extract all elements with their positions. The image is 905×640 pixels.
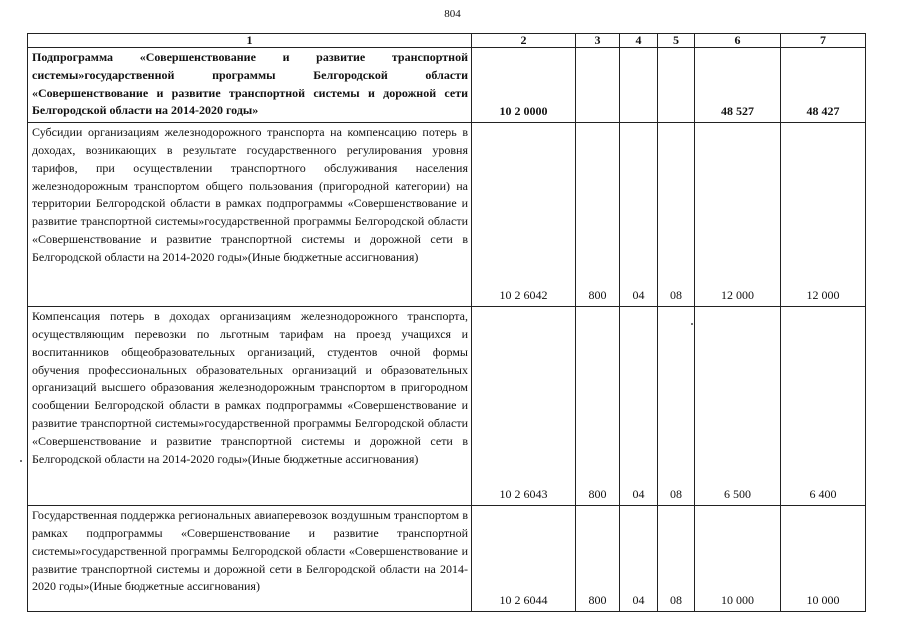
- header-col-6: 6: [695, 34, 781, 48]
- scan-speck: [20, 460, 22, 462]
- budget-table: [27, 33, 866, 612]
- row-col4: 04: [620, 307, 658, 506]
- row-amount-6: 12 000: [695, 123, 781, 307]
- row-col5: 08: [658, 307, 695, 506]
- row-code: 10 2 6044: [472, 506, 576, 612]
- row-description: Государственная поддержка региональных авиаперевозок воздушным транспортом в рамках подпрограммы «Совершенствование и развитие транспортной системы»государственной программы Белгородской области «Совершенствование и развитие транспортной системы и дорожной сети в Белгородской области на 2014-2020 годы»(Иные бюджетные ассигнования): [28, 506, 472, 612]
- table-row: [28, 506, 866, 612]
- row-code: 10 2 0000: [472, 48, 576, 123]
- row-amount-7: 10 000: [781, 506, 866, 612]
- row-col3: 800: [576, 506, 620, 612]
- header-col-2: 2: [472, 34, 576, 48]
- row-amount-6: 6 500: [695, 307, 781, 506]
- row-code: 10 2 6043: [472, 307, 576, 506]
- row-description: Подпрограмма «Совершенствование и развитие транспортной системы»государственной программы Белгородской области «Совершенствование и развитие транспортной системы и дорожной сети Белгородской области на 2014-2020 годы»: [28, 48, 472, 123]
- row-col3: 800: [576, 307, 620, 506]
- table-row: [28, 123, 866, 307]
- scan-speck: [691, 323, 693, 325]
- header-col-1: 1: [28, 34, 472, 48]
- header-col-3: 3: [576, 34, 620, 48]
- row-col5: 08: [658, 123, 695, 307]
- row-amount-6: 48 527: [695, 48, 781, 123]
- table-row: [28, 48, 866, 123]
- row-code: 10 2 6042: [472, 123, 576, 307]
- header-col-4: 4: [620, 34, 658, 48]
- row-amount-6: 10 000: [695, 506, 781, 612]
- row-col4: [620, 48, 658, 123]
- row-col5: [658, 48, 695, 123]
- header-row: [28, 34, 866, 48]
- row-description: Субсидии организациям железнодорожного транспорта на компенсацию потерь в доходах, возникающих в результате государственного регулирования уровня тарифов, при осуществлении транспортного обслуживания населения железнодорожным транспортом общего пользования (пригородной категории) на территории Белгородской области в рамках подпрограммы «Совершенствование и развитие транспортной системы»государственной программы Белгородской области «Совершенствование и развитие транспортной системы и дорожной сети в Белгородской области на 2014-2020 годы»(Иные бюджетные ассигнования): [28, 123, 472, 307]
- row-description: Компенсация потерь в доходах организациям железнодорожного транспорта, осуществляющим перевозки по льготным тарифам на проезд учащихся и воспитанников общеобразовательных организаций, студентов очной формы обучения профессиональных образовательных организаций и образовательных организаций высшего образования железнодорожным транспортом в пригородном сообщении Белгородской области в рамках подпрограммы «Совершенствование и развитие транспортной системы»государственной программы Белгородской области «Совершенствование и развитие транспортной системы и дорожной сети в Белгородской области на 2014-2020 годы»(Иные бюджетные ассигнования): [28, 307, 472, 506]
- table-row: [28, 307, 866, 506]
- page-number: 804: [444, 8, 461, 20]
- row-col5: 08: [658, 506, 695, 612]
- row-col4: 04: [620, 123, 658, 307]
- row-col3: 800: [576, 123, 620, 307]
- row-amount-7: 12 000: [781, 123, 866, 307]
- row-col4: 04: [620, 506, 658, 612]
- header-col-7: 7: [781, 34, 866, 48]
- row-amount-7: 48 427: [781, 48, 866, 123]
- row-col3: [576, 48, 620, 123]
- row-amount-7: 6 400: [781, 307, 866, 506]
- header-col-5: 5: [658, 34, 695, 48]
